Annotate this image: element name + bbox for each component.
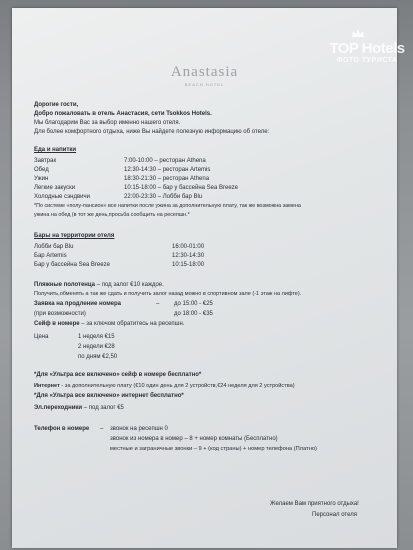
adapters-label: Эл.переходники xyxy=(34,405,83,411)
bar-name: Бар Artemis xyxy=(34,253,67,259)
bar-hours: 12:30-14:30 xyxy=(172,253,205,259)
safe-price: по дням €2,50 xyxy=(78,354,118,360)
late-checkout-dash: – xyxy=(156,301,160,307)
late-checkout-price-1: до 15:00 - €25 xyxy=(174,301,213,307)
food-heading: Еда и напитки xyxy=(34,147,77,153)
greeting: Дорогие гости, xyxy=(34,102,79,108)
safe-price: 2 недели €28 xyxy=(78,344,115,350)
bar-name: Лобби бар Blu xyxy=(34,244,74,250)
towels-exchange: Получить,обменять а так же сдать и получить залог назад можно в спортивном зале (-1 этаж на лифте). xyxy=(34,291,302,297)
phone-reception: звонок на ресепшн 0 xyxy=(110,426,168,432)
hotel-logo-subtitle: BEACH HOTEL xyxy=(184,82,225,87)
bar-hours: 16:00-01:00 xyxy=(172,244,205,250)
towels-line xyxy=(34,282,164,289)
late-checkout-price-2: до 18:00 - €35 xyxy=(174,311,213,317)
safe-label: Сейф в номере xyxy=(34,321,80,327)
food-row-name: Легкие закуски xyxy=(34,185,76,191)
info-line: Для более комфортного отдыха, ниже Вы найдете полезную информацию об отеле: xyxy=(34,129,270,135)
food-row-value: 10:15-18:00 – бар у бассейна Sea Breeze xyxy=(124,185,238,191)
food-row-name: Завтрак xyxy=(34,158,57,164)
phone-external: местные и заграничные звонки – 9 + (код страны) + номер телефона (Платно) xyxy=(110,446,317,452)
food-row-name: Обед xyxy=(34,167,49,173)
welcome-line: Добро пожаловать в отель Анастасия, сети Tsokkos Hotels. xyxy=(34,111,212,117)
food-row-value: 7:00-10:00 – ресторан Athena xyxy=(124,158,206,164)
thanks-line: Мы благодарим Вас за выбор именно нашего отеля. xyxy=(34,120,181,126)
phone-dash: – xyxy=(100,426,104,432)
adapters-line xyxy=(34,405,124,412)
closing-wish: Желаем Вам приятного отдыха! xyxy=(270,501,359,507)
hotel-info-sheet xyxy=(12,8,397,548)
safe-ai-note: *Для «Ультра все включено» сейф в номере бесплатно* xyxy=(34,372,202,378)
food-row-value: 22:00-23:30 – Лобби бар Blu xyxy=(124,194,203,200)
watermark-brand: TOP Hotels xyxy=(329,40,405,57)
food-row-name: Холодные сэндвичи xyxy=(34,194,91,200)
food-row-value: 12:30-14:30 – ресторан Artemis xyxy=(124,167,211,173)
watermark xyxy=(327,40,407,64)
bars-heading: Бары на территории отеля xyxy=(34,233,115,239)
food-row-name: Ужин xyxy=(34,176,49,182)
towels-deposit: – под залог €10 каждое. xyxy=(95,282,164,288)
internet-ai-note: *Для «Ультра все включено» интернет бесплатно* xyxy=(34,393,184,399)
phone-label: Телефон в номере xyxy=(34,426,90,432)
safe-key-info: – за ключом обратитесь на ресепшн. xyxy=(79,321,185,327)
halfboard-note-cont: ужина на обед (в тот же день,просьба сообщить на ресепшн.* xyxy=(34,212,190,218)
safe-price-label: Цена xyxy=(34,334,49,340)
internet-price: - за дополнительную плату (€10 один день для 2 устройств,€24 неделя для 2 устройства) xyxy=(59,383,295,389)
food-row-value: 18:30-21:30 – ресторан Athena xyxy=(124,176,210,182)
phone-room-to-room: звонок из номера в номер – 8 + номер комнаты (Бесплатно) xyxy=(110,436,278,442)
safe-line xyxy=(34,321,184,328)
bar-name: Бар у бассейна Sea Breeze xyxy=(34,262,110,268)
internet-label: Интернет xyxy=(34,383,60,389)
hotel-logo-name: Anastasia xyxy=(170,64,239,80)
safe-price: 1 неделя €15 xyxy=(78,334,115,340)
late-checkout-label: Заявка на продление номера xyxy=(34,301,121,307)
towels-label: Пляжные полотенца xyxy=(34,282,96,288)
internet-line xyxy=(34,383,295,390)
halfboard-note: *По системе «полу-пансион» все напитки после ужина за дополнительную плату, так же возможна замена xyxy=(34,203,301,209)
late-checkout-note: (при возможности) xyxy=(34,311,86,317)
watermark-crown-icon xyxy=(351,28,365,38)
watermark-subtitle: ФОТО ТУРИСТА xyxy=(336,57,398,64)
closing-staff: Персонал отеля xyxy=(312,512,357,518)
adapters-deposit: – под залог €5 xyxy=(82,405,124,411)
bar-hours: 10:15-18:00 xyxy=(172,262,205,268)
